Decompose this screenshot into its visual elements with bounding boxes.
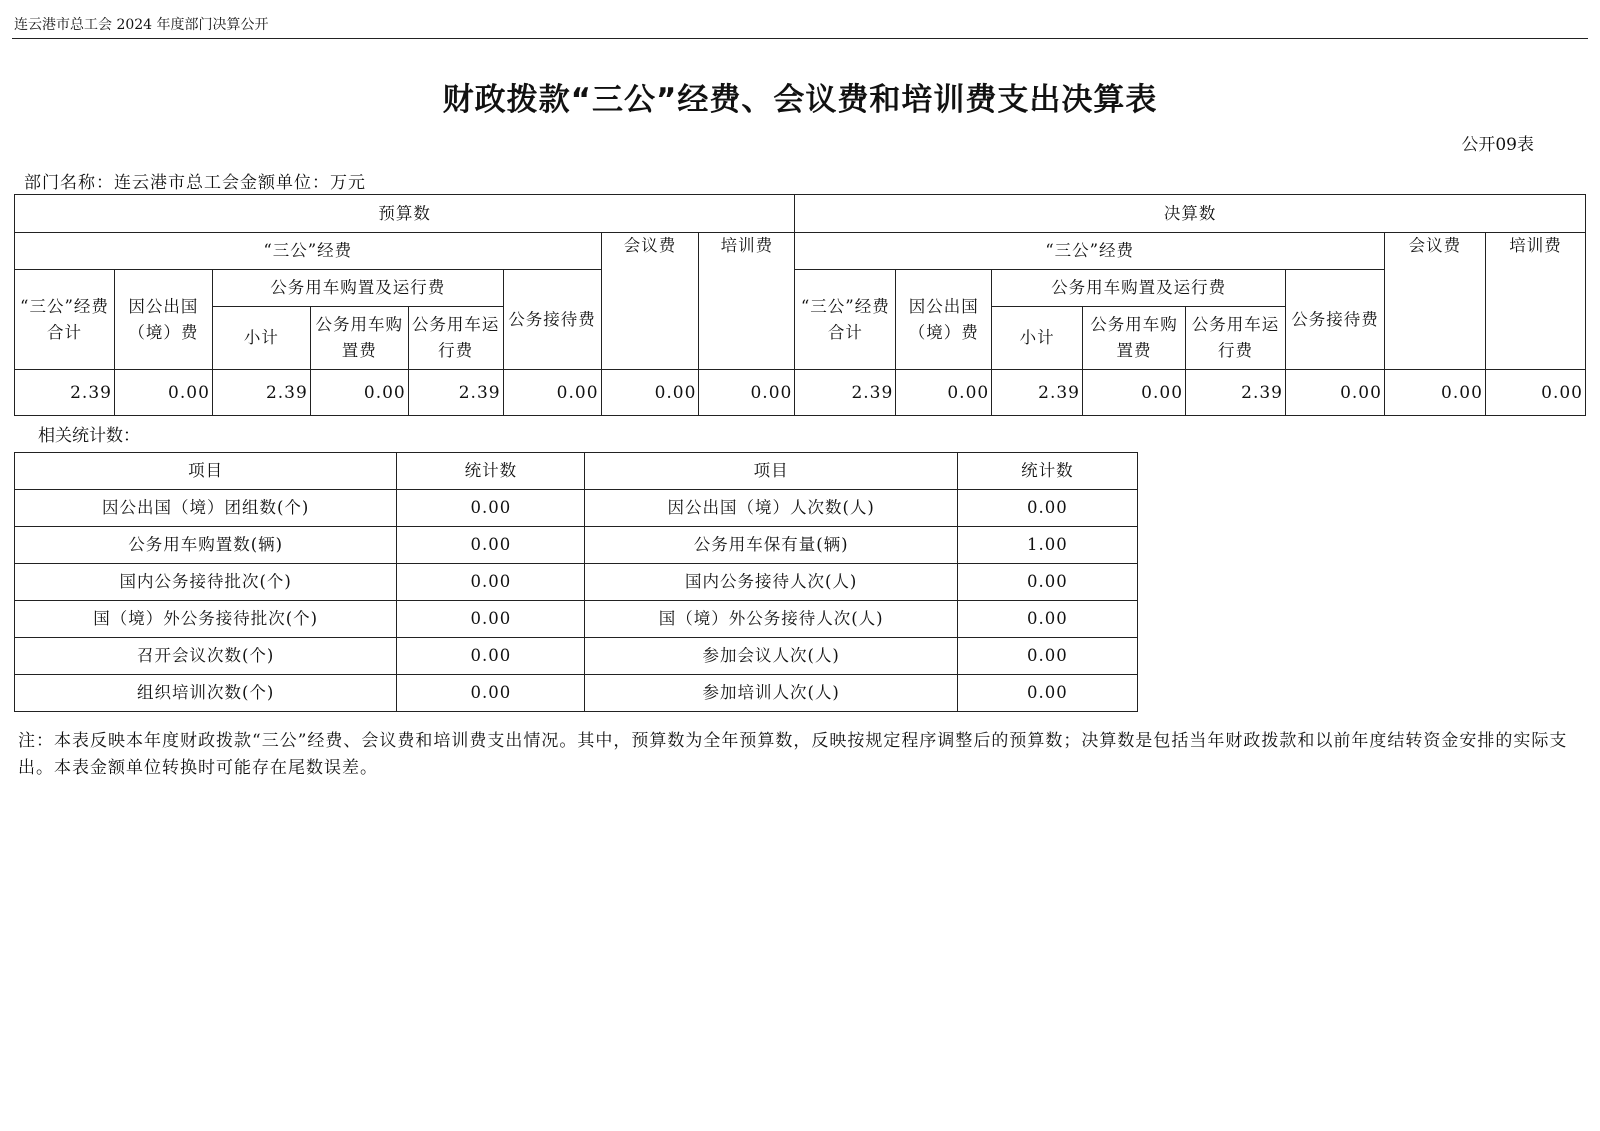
stat-item: 参加培训人次(人) (585, 675, 957, 712)
stat-value: 0.00 (397, 527, 585, 564)
budget-vehicle-running-header: 公务用车运行费 (408, 307, 503, 370)
stat-value: 0.00 (957, 638, 1137, 675)
stat-value: 0.00 (397, 490, 585, 527)
final-training-value: 0.00 (1485, 370, 1585, 416)
budget-abroad-header: 因公出国（境）费 (114, 270, 212, 370)
final-group-header: 决算数 (795, 195, 1586, 233)
budget-group-header: 预算数 (15, 195, 795, 233)
department-unit-line: 部门名称：连云港市总工会金额单位：万元 (24, 173, 366, 193)
expense-table (14, 194, 1586, 416)
budget-vehicle-running-value: 2.39 (408, 370, 503, 416)
budget-vehicle-purchase-value: 0.00 (310, 370, 408, 416)
stat-header-row (15, 453, 1138, 490)
stat-item: 国内公务接待批次(个) (15, 564, 397, 601)
budget-training-value: 0.00 (699, 370, 795, 416)
budget-subtotal-header: 小计 (212, 307, 310, 370)
stat-item: 因公出国（境）团组数(个) (15, 490, 397, 527)
stat-value: 0.00 (397, 564, 585, 601)
stat-value: 0.00 (397, 675, 585, 712)
final-meeting-value: 0.00 (1384, 370, 1485, 416)
final-vehicle-purchase-header: 公务用车购置费 (1082, 307, 1185, 370)
final-meeting-header: 会议费 (1384, 233, 1485, 370)
budget-vehicle-purchase-header: 公务用车购置费 (310, 307, 408, 370)
stat-item: 召开会议次数(个) (15, 638, 397, 675)
stat-item: 国（境）外公务接待批次(个) (15, 601, 397, 638)
final-sangong-header: “三公”经费 (795, 233, 1385, 270)
running-header: 连云港市总工会 2024 年度部门决算公开 (14, 17, 269, 33)
stat-row (15, 675, 1138, 712)
final-abroad-value: 0.00 (896, 370, 992, 416)
final-vehicle-running-value: 2.39 (1186, 370, 1286, 416)
stat-value: 0.00 (957, 675, 1137, 712)
stat-row (15, 527, 1138, 564)
stat-value: 0.00 (957, 601, 1137, 638)
table-number: 公开09表 (1461, 135, 1534, 155)
budget-abroad-value: 0.00 (114, 370, 212, 416)
stat-header-item: 项目 (585, 453, 957, 490)
stat-value: 0.00 (957, 564, 1137, 601)
final-vehicle-purchase-value: 0.00 (1082, 370, 1185, 416)
final-vehicle-running-header: 公务用车运行费 (1186, 307, 1286, 370)
budget-training-header: 培训费 (699, 233, 795, 370)
stat-item: 国（境）外公务接待人次(人) (585, 601, 957, 638)
stat-value: 0.00 (397, 601, 585, 638)
final-abroad-header: 因公出国（境）费 (896, 270, 992, 370)
final-reception-header: 公务接待费 (1285, 270, 1384, 370)
stat-row (15, 638, 1138, 675)
budget-reception-header: 公务接待费 (503, 270, 601, 370)
stat-header-count: 统计数 (397, 453, 585, 490)
header-rule (12, 38, 1588, 39)
stat-header-item: 项目 (15, 453, 397, 490)
footnote: 注：本表反映本年度财政拨款“三公”经费、会议费和培训费支出情况。其中，预算数为全年预算数，反映按规定程序调整后的预算数；决算数是包括当年财政拨款和以前年度结转资金安排的实际支出。本表金额单位转换时可能存在尾数误差。 (18, 731, 1568, 778)
final-reception-value: 0.00 (1285, 370, 1384, 416)
stat-value: 0.00 (957, 490, 1137, 527)
budget-meeting-value: 0.00 (601, 370, 699, 416)
budget-vehicle-group-header: 公务用车购置及运行费 (212, 270, 503, 307)
stat-header-count: 统计数 (957, 453, 1137, 490)
stat-row (15, 601, 1138, 638)
budget-sangong-header: “三公”经费 (15, 233, 602, 270)
final-subtotal-header: 小计 (992, 307, 1083, 370)
final-vehicle-group-header: 公务用车购置及运行费 (992, 270, 1286, 307)
budget-reception-value: 0.00 (503, 370, 601, 416)
values-row (15, 370, 1586, 416)
stat-value: 1.00 (957, 527, 1137, 564)
stat-value: 0.00 (397, 638, 585, 675)
stat-table (14, 452, 1138, 712)
page-title: 财政拨款“三公”经费、会议费和培训费支出决算表 (442, 82, 1158, 118)
stat-row (15, 564, 1138, 601)
budget-sangong-total-value: 2.39 (15, 370, 115, 416)
budget-subtotal-value: 2.39 (212, 370, 310, 416)
stat-item: 参加会议人次(人) (585, 638, 957, 675)
budget-meeting-header: 会议费 (601, 233, 699, 370)
final-sangong-total-header: “三公”经费合计 (795, 270, 896, 370)
stat-section-label: 相关统计数： (38, 426, 140, 446)
budget-sangong-total-header: “三公”经费合计 (15, 270, 115, 370)
stat-item: 公务用车保有量(辆) (585, 527, 957, 564)
final-sangong-total-value: 2.39 (795, 370, 896, 416)
stat-item: 公务用车购置数(辆) (15, 527, 397, 564)
stat-item: 因公出国（境）人次数(人) (585, 490, 957, 527)
stat-item: 组织培训次数(个) (15, 675, 397, 712)
stat-item: 国内公务接待人次(人) (585, 564, 957, 601)
final-subtotal-value: 2.39 (992, 370, 1083, 416)
final-training-header: 培训费 (1485, 233, 1585, 370)
stat-row (15, 490, 1138, 527)
